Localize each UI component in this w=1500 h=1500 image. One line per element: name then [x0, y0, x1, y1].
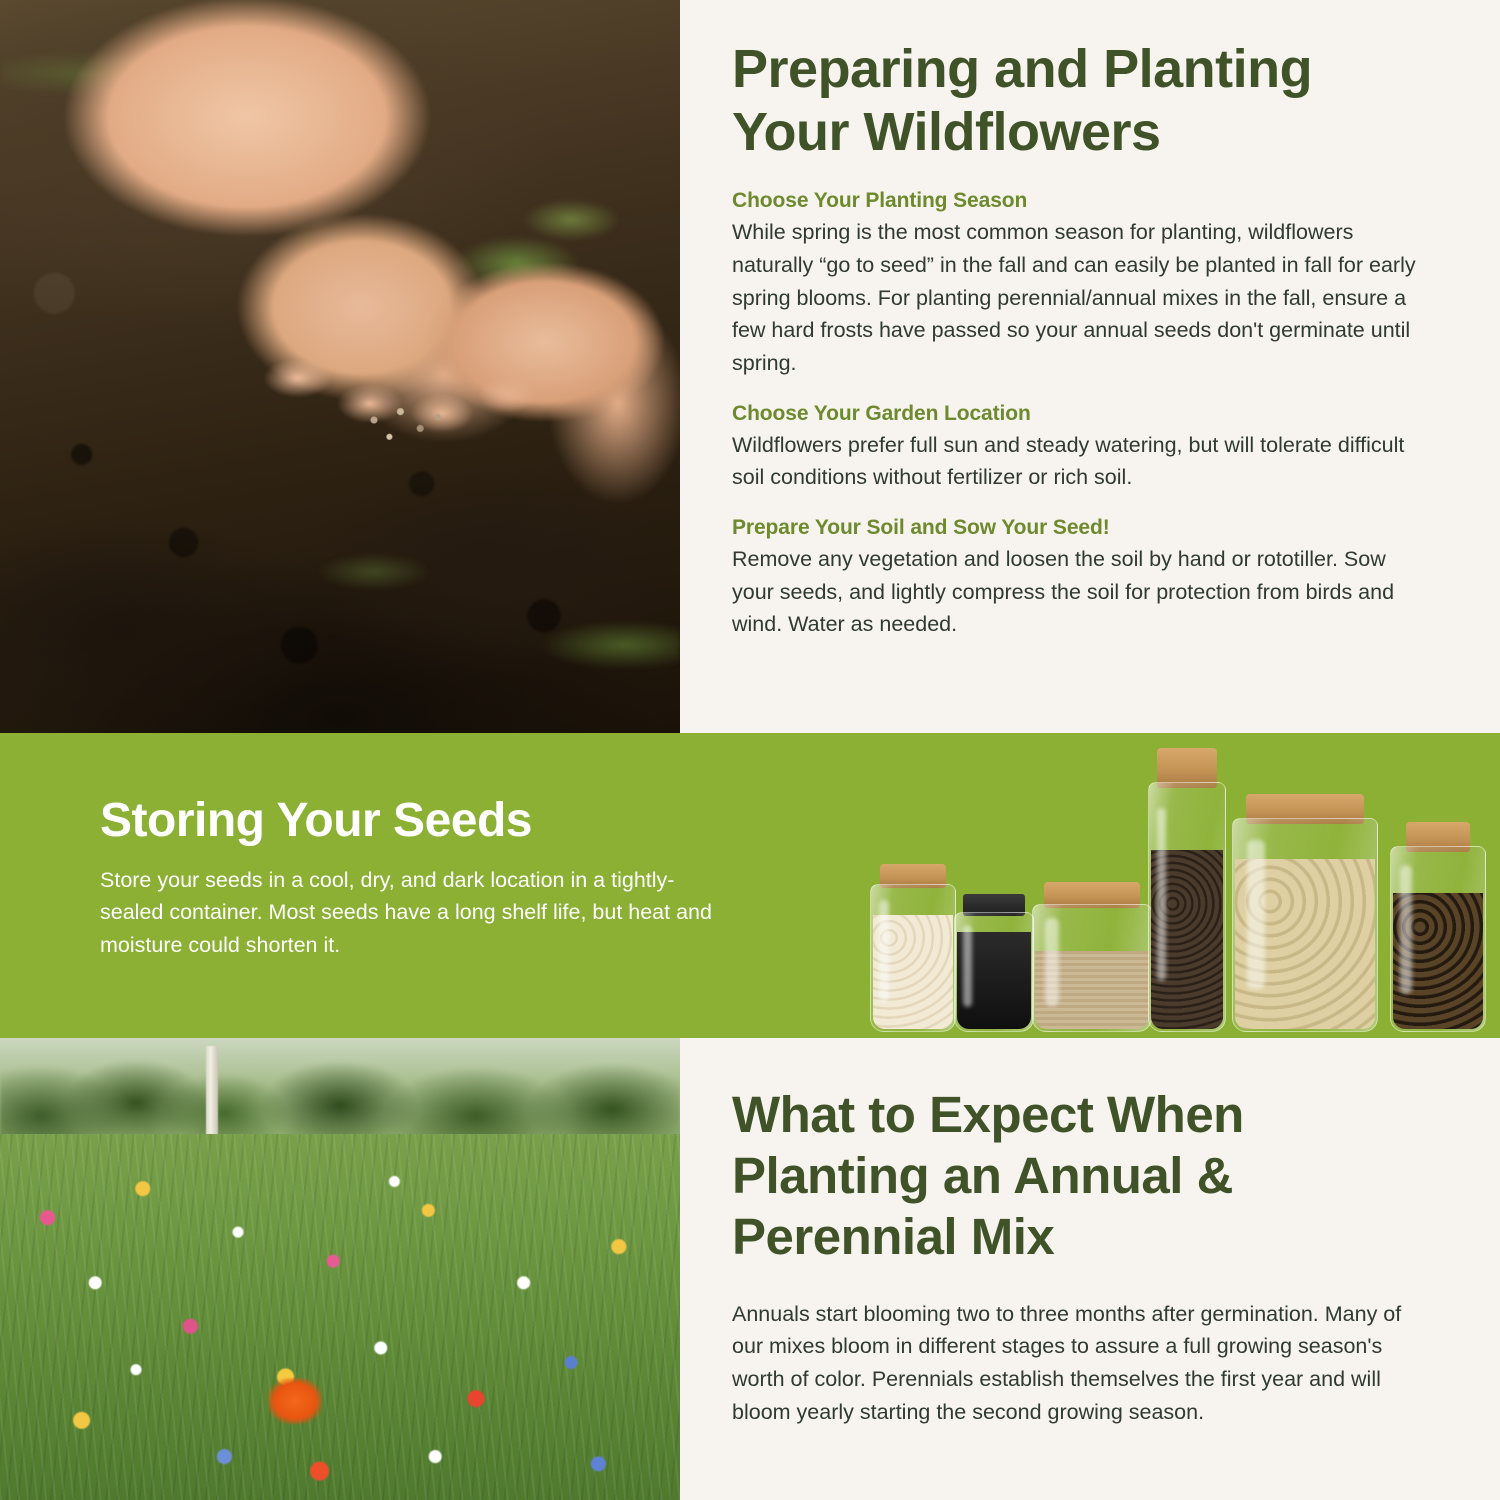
section-one-text — [680, 0, 1500, 733]
section-what-to-expect — [0, 1038, 1500, 1500]
jar-highlight — [879, 900, 889, 1002]
meadow-flowers — [0, 1138, 680, 1500]
storing-title: Storing Your Seeds — [100, 794, 532, 847]
section-three-text — [680, 1038, 1500, 1500]
jar-glass — [1390, 846, 1486, 1032]
photo-hand-sowing-seeds — [0, 0, 680, 733]
section-storing-your-seeds — [0, 733, 1500, 1038]
jar-highlight — [1157, 808, 1166, 982]
body-prepare-soil-sow-seed: Remove any vegetation and loosen the soil by hand or rototiller. Sow your seeds, and lightly compress the soil for protection from birds and wind. Water as needed. — [732, 546, 1395, 637]
photo-seed-jars — [850, 693, 1450, 1038]
heading-prepare-soil-sow-seed: Prepare Your Soil and Sow Your Seed! — [732, 515, 1110, 539]
section-two-text — [0, 733, 730, 961]
jar-sunflower-seeds — [1390, 846, 1486, 1032]
jar-fine-seeds — [1032, 904, 1152, 1032]
jar-tall-dark-seeds — [1148, 782, 1226, 1032]
jar-glass — [870, 884, 956, 1032]
orange-poppy — [268, 1378, 322, 1424]
photo-wildflower-meadow — [0, 1038, 680, 1500]
jar-glass — [1032, 904, 1152, 1032]
heading-choose-planting-season: Choose Your Planting Season — [732, 189, 1028, 213]
section-preparing-and-planting — [0, 0, 1500, 733]
what-to-expect-title: What to Expect When Planting an Annual & Perennial Mix — [732, 1086, 1244, 1266]
seeds-in-hand — [352, 392, 462, 462]
storing-body: Store your seeds in a cool, dry, and dark location in a tightly-sealed container. Most seeds have a long shelf life, but heat and moisture could shorten it. — [100, 868, 712, 957]
jar-glass — [954, 912, 1034, 1032]
page-title: Preparing and Planting Your Wildflowers — [732, 39, 1313, 162]
body-choose-planting-season: While spring is the most common season for planting, wildflowers naturally “go to seed” in the fall and can easily be planted in fall for early spring blooms. For planting perennial/annual mixes in the fall, ensure a few hard frosts have passed so your annual seeds don't germinate until spring. — [732, 220, 1416, 375]
jar-highlight — [1045, 918, 1059, 1006]
heading-choose-garden-location: Choose Your Garden Location — [732, 401, 1031, 425]
jar-highlight — [1400, 865, 1411, 994]
body-choose-garden-location: Wildflowers prefer full sun and steady watering, but will tolerate difficult soil conditions without fertilizer or rich soil. — [732, 432, 1405, 490]
jar-glass — [1232, 818, 1378, 1032]
jar-white-beans — [870, 884, 956, 1032]
jar-glass — [1148, 782, 1226, 1032]
what-to-expect-body: Annuals start blooming two to three months after germination. Many of our mixes bloom in different stages to assure a full growing season's worth of color. Perennials establish themselves the first year and will bloom yearly starting the second growing season. — [732, 1301, 1402, 1424]
jar-black-seeds — [954, 912, 1034, 1032]
jar-highlight — [963, 925, 972, 1008]
jar-highlight — [1247, 840, 1264, 988]
jar-pumpkin-seeds — [1232, 818, 1378, 1032]
